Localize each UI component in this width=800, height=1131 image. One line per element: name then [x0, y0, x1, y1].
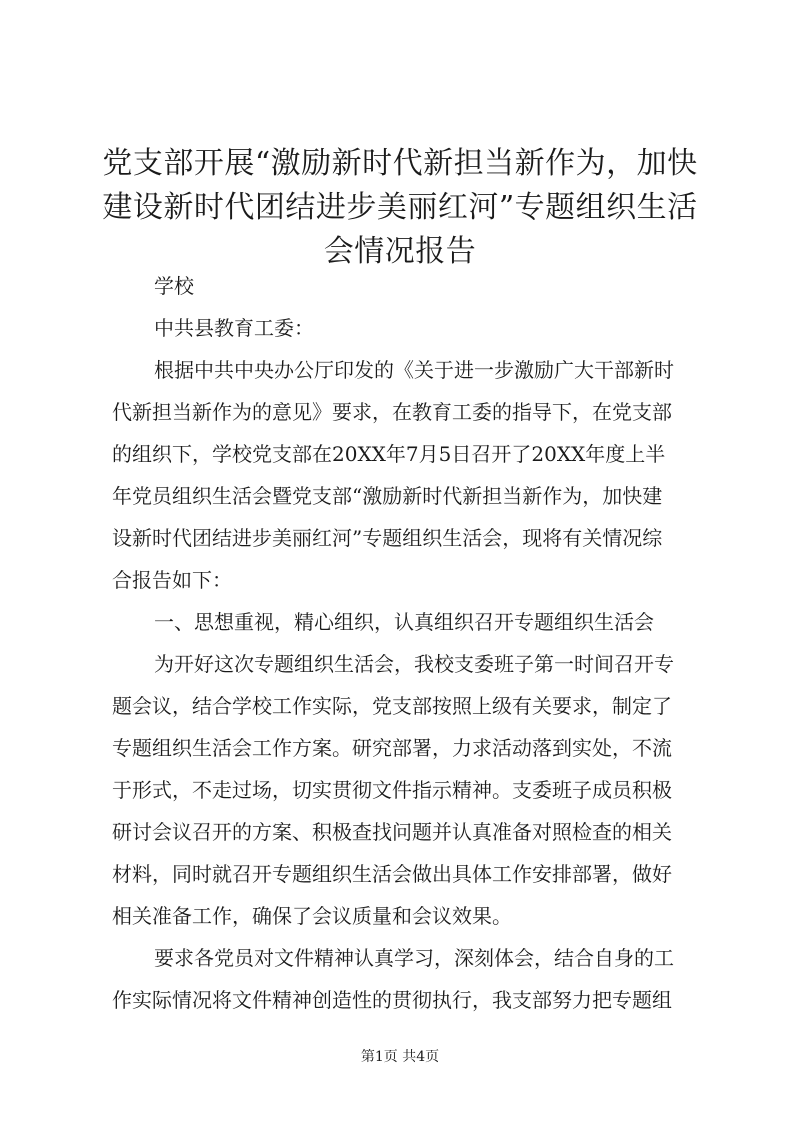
paragraph-line: 要求各党员对文件精神认真学习，深刻体会，结合自身的工	[154, 946, 674, 970]
document-body	[112, 270, 702, 1016]
school-line: 学校	[154, 274, 194, 298]
paragraph-2	[112, 648, 702, 932]
addressee-line: 中共县教育工委：	[154, 316, 314, 340]
paragraph-line: 专题组织生活会工作方案。研究部署，力求活动落到实处，不流	[112, 736, 672, 760]
paragraph-line: 为开好这次专题组织生活会，我校支委班子第一时间召开专	[154, 652, 674, 676]
title-line: 建设新时代团结进步美丽红河”专题组织生活	[102, 190, 698, 225]
paragraph-line: 设新时代团结进步美丽红河”专题组织生活会，现将有关情况综	[112, 526, 663, 550]
document-title	[100, 142, 700, 274]
paragraph-line: 题会议，结合学校工作实际，党支部按照上级有关要求，制定了	[112, 694, 672, 718]
title-line: 党支部开展“激励新时代新担当新作为，加快	[102, 146, 698, 181]
paragraph-line: 合报告如下：	[112, 568, 232, 592]
paragraph-line: 相关准备工作，确保了会议质量和会议效果。	[112, 904, 512, 928]
paragraph-line: 作实际情况将文件精神创造性的贯彻执行，我支部努力把专题组	[112, 988, 672, 1012]
paragraph-line: 的组织下，学校党支部在20XX年7月5日召开了20XX年度上半	[112, 442, 666, 466]
paragraph-line: 根据中共中央办公厅印发的《关于进一步激励广大干部新时	[154, 358, 674, 382]
paragraph-line: 研讨会议召开的方案、积极查找问题并认真准备对照检查的相关	[112, 820, 672, 844]
paragraph-3	[112, 942, 702, 1016]
title-line: 会情况报告	[323, 234, 477, 269]
paragraph-1	[112, 354, 702, 596]
paragraph-line: 代新担当新作为的意见》要求，在教育工委的指导下，在党支部	[112, 400, 672, 424]
section-heading: 一、思想重视，精心组织，认真组织召开专题组织生活会	[154, 610, 654, 634]
page-footer: 第1页 共4页	[360, 1049, 440, 1065]
paragraph-line: 于形式，不走过场，切实贯彻文件指示精神。支委班子成员积极	[112, 778, 672, 802]
paragraph-line: 年党员组织生活会暨党支部“激励新时代新担当新作为，加快建	[112, 484, 663, 508]
paragraph-line: 材料，同时就召开专题组织生活会做出具体工作安排部署，做好	[112, 862, 672, 886]
